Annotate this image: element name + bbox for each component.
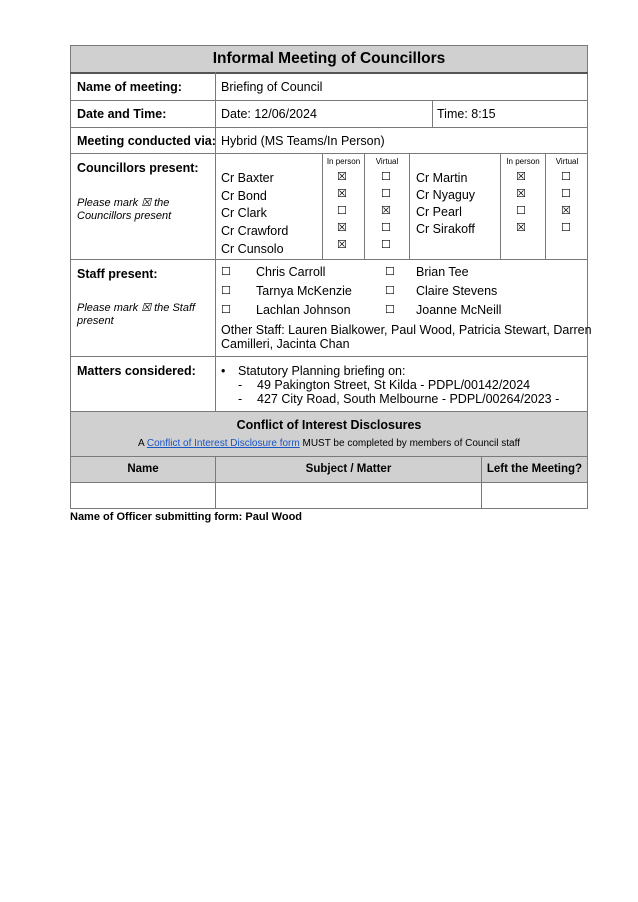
divider — [70, 259, 588, 260]
conducted-via-label: Meeting conducted via: — [77, 134, 216, 148]
officer-submitting: Name of Officer submitting form: Paul Wood — [70, 511, 303, 523]
councillors-note: Please mark ☒ the Councillors present — [77, 197, 172, 222]
in-person-checkbox[interactable]: ☐ — [516, 204, 526, 217]
in-person-checkbox[interactable]: ☒ — [337, 187, 347, 200]
form-title: Informal Meeting of Councillors — [212, 50, 446, 67]
virtual-checkbox[interactable]: ☐ — [561, 221, 571, 234]
virtual-checkbox[interactable]: ☐ — [381, 221, 391, 234]
divider — [70, 72, 588, 74]
staff-name: Joanne McNeill — [416, 303, 502, 317]
dash-icon: - — [238, 392, 243, 406]
staff-checkbox[interactable]: ☐ — [221, 265, 231, 278]
in-person-checkbox[interactable]: ☒ — [516, 187, 526, 200]
staff-name: Tarnya McKenzie — [256, 284, 352, 298]
divider — [70, 100, 588, 101]
left-meeting-cell[interactable] — [482, 483, 587, 508]
virtual-checkbox[interactable]: ☒ — [381, 204, 391, 217]
divider — [432, 100, 433, 127]
in-person-checkbox[interactable]: ☒ — [337, 238, 347, 251]
conflict-note-suffix: MUST be completed by members of Council staff — [299, 438, 520, 449]
divider — [70, 411, 588, 412]
councillor-name: Cr Crawford — [221, 224, 289, 238]
in-person-checkbox[interactable]: ☒ — [516, 170, 526, 183]
councillor-name: Cr Cunsolo — [221, 242, 284, 256]
divider — [500, 153, 501, 259]
matters-label: Matters considered: — [77, 364, 196, 378]
in-person-header: In person — [326, 157, 361, 166]
conflict-note — [71, 438, 587, 450]
staff-name: Claire Stevens — [416, 284, 498, 298]
virtual-checkbox[interactable]: ☐ — [561, 170, 571, 183]
time-value: Time: 8:15 — [437, 107, 496, 121]
virtual-checkbox[interactable]: ☐ — [381, 170, 391, 183]
divider — [409, 153, 410, 259]
virtual-checkbox[interactable]: ☐ — [381, 238, 391, 251]
virtual-checkbox[interactable]: ☐ — [381, 187, 391, 200]
divider — [215, 72, 216, 411]
name-of-meeting-value: Briefing of Council — [221, 80, 323, 94]
date-value: Date: 12/06/2024 — [221, 107, 317, 121]
staff-name: Chris Carroll — [256, 265, 326, 279]
staff-note: Please mark ☒ the Staff present — [77, 302, 196, 327]
date-time-label: Date and Time: — [77, 107, 167, 121]
other-staff: Other Staff: Lauren Bialkower, Paul Wood, Patricia Stewart, Darren — [221, 323, 592, 337]
in-person-checkbox[interactable]: ☒ — [337, 170, 347, 183]
divider — [545, 153, 546, 259]
divider — [70, 153, 588, 154]
councillors-label: Councillors present: — [77, 161, 199, 175]
divider — [322, 153, 323, 259]
divider — [364, 153, 365, 259]
virtual-header: Virtual — [375, 157, 399, 166]
in-person-checkbox[interactable]: ☒ — [516, 221, 526, 234]
subject-cell[interactable] — [216, 483, 481, 508]
matter-item: 427 City Road, South Melbourne - PDPL/00264/2023 - — [257, 392, 560, 406]
conflict-note-prefix: A — [137, 438, 147, 449]
in-person-checkbox[interactable]: ☐ — [337, 204, 347, 217]
in-person-header: In person — [506, 157, 540, 166]
divider — [70, 356, 588, 357]
councillor-name: Cr Sirakoff — [416, 222, 475, 236]
staff-label: Staff present: — [77, 267, 158, 281]
name-cell[interactable] — [71, 483, 215, 508]
column-header-subject: Subject / Matter — [305, 463, 392, 475]
conducted-via-value: Hybrid (MS Teams/In Person) — [221, 134, 385, 148]
staff-checkbox[interactable]: ☐ — [385, 303, 395, 316]
virtual-checkbox[interactable]: ☒ — [561, 204, 571, 217]
staff-checkbox[interactable]: ☐ — [385, 284, 395, 297]
staff-checkbox[interactable]: ☐ — [385, 265, 395, 278]
councillor-name: Cr Clark — [221, 206, 267, 220]
conflict-form-link[interactable]: Conflict of Interest Disclosure form — [146, 438, 300, 449]
name-of-meeting-label: Name of meeting: — [77, 80, 182, 94]
dash-icon: - — [238, 378, 243, 392]
conflict-heading: Conflict of Interest Disclosures — [236, 418, 422, 432]
divider — [70, 127, 588, 128]
divider — [70, 456, 588, 457]
councillor-name: Cr Baxter — [221, 171, 274, 185]
councillor-name: Cr Bond — [221, 189, 267, 203]
bullet-icon: • — [221, 364, 226, 378]
staff-name: Lachlan Johnson — [256, 303, 351, 317]
other-staff-continued: Camilleri, Jacinta Chan — [221, 337, 350, 351]
matter-item: 49 Pakington Street, St Kilda - PDPL/00142/2024 — [257, 378, 531, 392]
councillor-name: Cr Martin — [416, 171, 468, 185]
councillor-name: Cr Pearl — [416, 205, 462, 219]
staff-name: Brian Tee — [416, 265, 469, 279]
councillor-name: Cr Nyaguy — [416, 188, 476, 202]
column-header-name: Name — [127, 463, 159, 475]
in-person-checkbox[interactable]: ☒ — [337, 221, 347, 234]
column-header-left-meeting: Left the Meeting? — [486, 463, 583, 475]
staff-checkbox[interactable]: ☐ — [221, 303, 231, 316]
virtual-checkbox[interactable]: ☐ — [561, 187, 571, 200]
virtual-header: Virtual — [555, 157, 579, 166]
staff-checkbox[interactable]: ☐ — [221, 284, 231, 297]
matters-heading: Statutory Planning briefing on: — [238, 364, 406, 378]
